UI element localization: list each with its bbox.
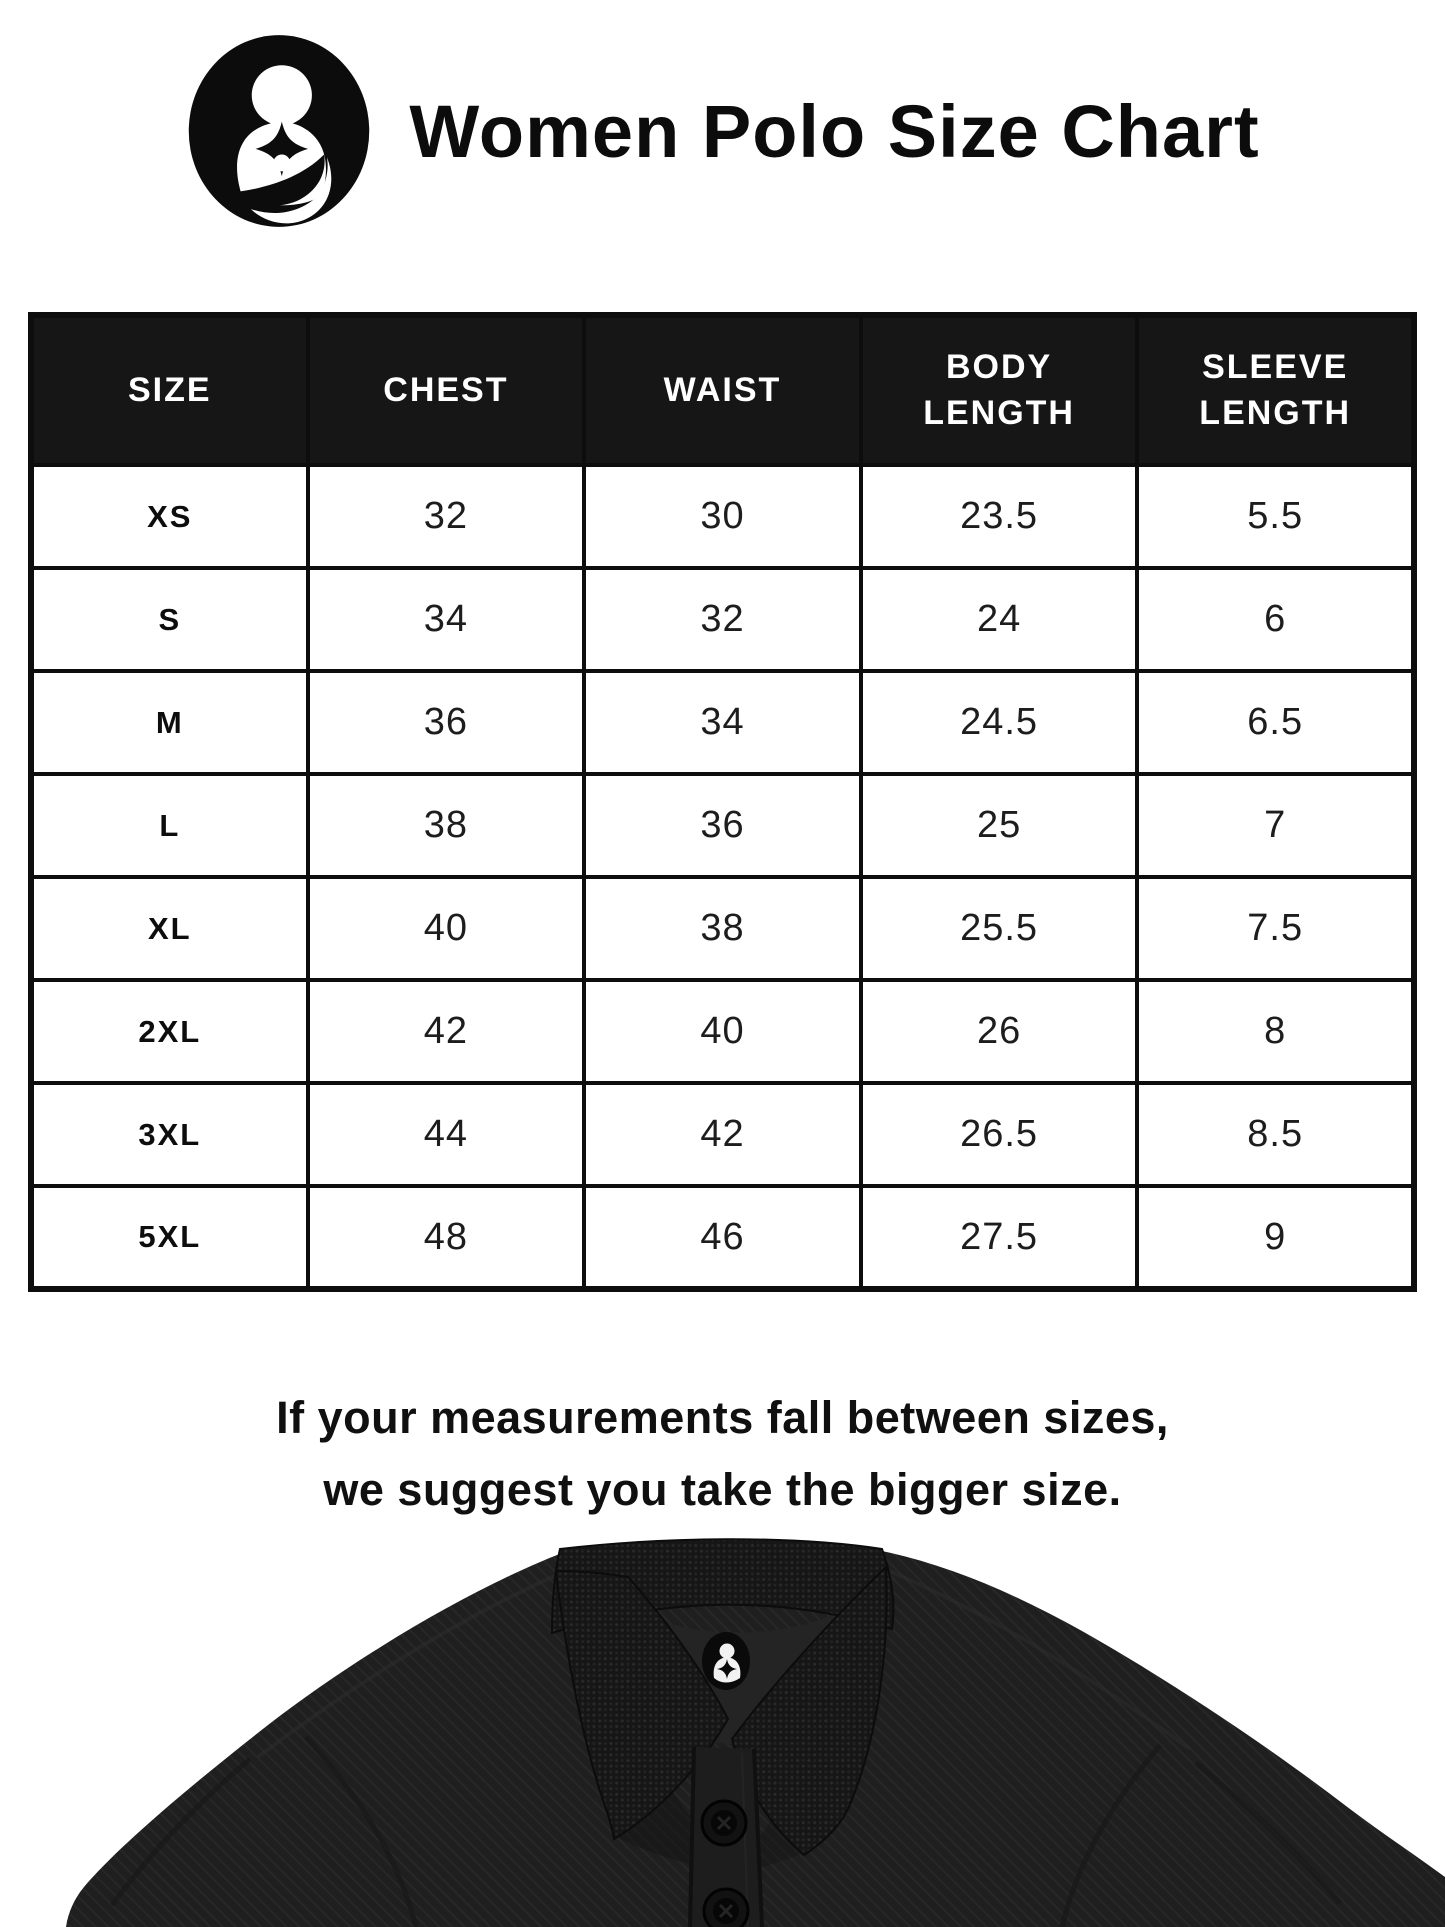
table-row-m <box>31 671 1414 774</box>
header <box>0 0 1445 262</box>
table-row-5xl <box>31 1186 1414 1289</box>
size-chart-table <box>28 312 1417 1292</box>
body-length-cell: 26.5 <box>861 1083 1138 1186</box>
table-row-3xl <box>31 1083 1414 1186</box>
chest-cell: 32 <box>308 465 585 568</box>
brand-logo-icon <box>185 32 373 230</box>
body-length-cell: 24.5 <box>861 671 1138 774</box>
size-cell: L <box>31 774 308 877</box>
table-header <box>31 315 1414 465</box>
size-cell: XL <box>31 877 308 980</box>
chest-cell: 48 <box>308 1186 585 1289</box>
placket-button-bottom <box>704 1889 748 1927</box>
sleeve-length-cell: 6 <box>1137 568 1414 671</box>
waist-cell: 42 <box>584 1083 861 1186</box>
brand-tag-icon <box>702 1632 750 1690</box>
sleeve-length-cell: 6.5 <box>1137 671 1414 774</box>
table-row-xs <box>31 465 1414 568</box>
body-length-cell: 25.5 <box>861 877 1138 980</box>
chest-cell: 44 <box>308 1083 585 1186</box>
column-header-chest: CHEST <box>308 315 585 465</box>
note-line-2: we suggest you take the bigger size. <box>323 1464 1122 1515</box>
size-cell: XS <box>31 465 308 568</box>
sleeve-length-cell: 7.5 <box>1137 877 1414 980</box>
table-body <box>31 465 1414 1289</box>
table-row-xl <box>31 877 1414 980</box>
size-cell: 5XL <box>31 1186 308 1289</box>
column-header-size: SIZE <box>31 315 308 465</box>
waist-cell: 36 <box>584 774 861 877</box>
waist-cell: 46 <box>584 1186 861 1289</box>
sleeve-length-cell: 7 <box>1137 774 1414 877</box>
size-note <box>0 1382 1445 1526</box>
waist-cell: 32 <box>584 568 861 671</box>
sleeve-length-cell: 9 <box>1137 1186 1414 1289</box>
body-length-cell: 27.5 <box>861 1186 1138 1289</box>
waist-cell: 40 <box>584 980 861 1083</box>
note-line-1: If your measurements fall between sizes, <box>276 1392 1169 1443</box>
chest-cell: 40 <box>308 877 585 980</box>
table-row-l <box>31 774 1414 877</box>
chest-cell: 42 <box>308 980 585 1083</box>
page-title: Women Polo Size Chart <box>409 89 1260 173</box>
body-length-cell: 23.5 <box>861 465 1138 568</box>
sleeve-length-cell: 8.5 <box>1137 1083 1414 1186</box>
body-length-cell: 25 <box>861 774 1138 877</box>
sleeve-length-cell: 5.5 <box>1137 465 1414 568</box>
polo-shirt-photo <box>0 1537 1445 1927</box>
size-cell: 3XL <box>31 1083 308 1186</box>
waist-cell: 30 <box>584 465 861 568</box>
waist-cell: 34 <box>584 671 861 774</box>
size-cell: M <box>31 671 308 774</box>
body-length-cell: 26 <box>861 980 1138 1083</box>
column-header-body-length: BODY LENGTH <box>861 315 1138 465</box>
chest-cell: 38 <box>308 774 585 877</box>
column-header-waist: WAIST <box>584 315 861 465</box>
chest-cell: 34 <box>308 568 585 671</box>
size-cell: 2XL <box>31 980 308 1083</box>
table-row-2xl <box>31 980 1414 1083</box>
body-length-cell: 24 <box>861 568 1138 671</box>
table-row-s <box>31 568 1414 671</box>
sleeve-length-cell: 8 <box>1137 980 1414 1083</box>
chest-cell: 36 <box>308 671 585 774</box>
size-cell: S <box>31 568 308 671</box>
placket-button-top <box>702 1801 746 1845</box>
column-header-sleeve-length: SLEEVE LENGTH <box>1137 315 1414 465</box>
waist-cell: 38 <box>584 877 861 980</box>
header-row <box>31 315 1414 465</box>
